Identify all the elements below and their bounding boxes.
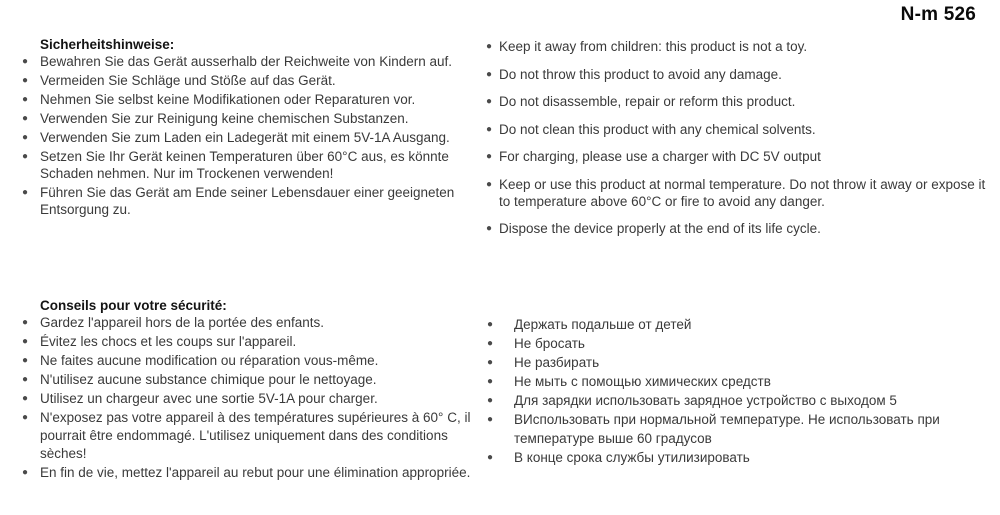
list-item-text: ВИспользовать при нормальной температуре. Не использовать при температуре выше 60 градусов	[514, 412, 940, 446]
list-item	[487, 372, 995, 391]
bullet-icon: ●	[22, 94, 29, 105]
list-item	[486, 38, 994, 55]
bullet-icon: ●	[22, 187, 29, 198]
list-item	[22, 148, 480, 182]
section-english-safety	[486, 38, 994, 248]
safety-list-russian	[487, 315, 995, 467]
section-heading-german: Sicherheitshinweise:	[40, 37, 175, 52]
list-item-text: Verwenden Sie zum Laden ein Ladegerät mit einem 5V-1A Ausgang.	[40, 130, 450, 145]
bullet-icon: ●	[487, 357, 494, 368]
list-item-text: Führen Sie das Gerät am Ende seiner Lebensdauer einer geeigneten Entsorgung zu.	[40, 185, 455, 217]
list-item-text: Ne faites aucune modification ou réparation vous-même.	[40, 353, 379, 368]
list-item	[486, 176, 994, 210]
list-item	[486, 121, 994, 138]
bullet-icon: ●	[487, 414, 494, 425]
list-item-text: Keep or use this product at normal temperature. Do not throw it away or expose it to temperature above 60°C or fire to avoid any danger.	[499, 176, 986, 209]
list-item	[487, 353, 995, 372]
bullet-icon: ●	[22, 412, 29, 423]
bullet-icon: ●	[22, 393, 29, 404]
list-item	[22, 110, 480, 127]
bullet-icon: ●	[486, 123, 493, 135]
bullet-icon: ●	[487, 395, 494, 406]
list-item-text: Bewahren Sie das Gerät ausserhalb der Reichweite von Kindern auf.	[40, 54, 452, 69]
list-item	[22, 390, 488, 408]
list-item-text: Évitez les chocs et les coups sur l'appareil.	[40, 334, 297, 349]
list-item	[22, 72, 480, 89]
bullet-icon: ●	[487, 338, 494, 349]
bullet-icon: ●	[486, 96, 493, 107]
list-item-text: Do not disassemble, repair or reform this product.	[499, 94, 796, 109]
list-item	[486, 66, 994, 83]
list-item-text: For charging, please use a charger with DC 5V output	[499, 149, 821, 164]
list-item	[22, 53, 480, 70]
list-item	[22, 333, 488, 351]
list-item	[22, 129, 480, 146]
section-german-safety	[22, 36, 480, 220]
list-item	[22, 371, 488, 389]
list-item	[487, 410, 995, 448]
safety-list-english	[486, 38, 994, 237]
bullet-icon: ●	[22, 336, 29, 347]
bullet-icon: ●	[486, 178, 493, 190]
bullet-icon: ●	[487, 319, 494, 330]
list-item-text: Gardez l'appareil hors de la portée des enfants.	[40, 315, 325, 330]
list-item	[22, 184, 480, 218]
bullet-icon: ●	[22, 317, 29, 328]
bullet-icon: ●	[22, 374, 29, 385]
list-item-text: В конце срока службы утилизировать	[514, 450, 750, 465]
list-item	[22, 314, 488, 332]
list-item-text: Не разбирать	[514, 355, 600, 370]
list-item-text: Для зарядки использовать зарядное устройство с выходом 5	[514, 393, 897, 408]
list-item-text: Utilisez un chargeur avec une sortie 5V-1A pour charger.	[40, 391, 378, 406]
list-item-text: Do not throw this product to avoid any damage.	[499, 66, 782, 82]
list-item-text: N'exposez pas votre appareil à des températures supérieures à 60° C, il pourrait être endommagé. L'utilisez uniquement dans des conditions sèches!	[40, 410, 471, 461]
list-item-text: Nehmen Sie selbst keine Modifikationen oder Reparaturen vor.	[40, 92, 416, 107]
list-item	[487, 334, 995, 353]
section-heading-french: Conseils pour votre sécurité:	[40, 298, 227, 313]
bullet-icon: ●	[22, 467, 29, 478]
bullet-icon: ●	[486, 223, 493, 234]
list-item-text: Do not clean this product with any chemical solvents.	[499, 121, 816, 137]
bullet-icon: ●	[22, 56, 29, 67]
list-item-text: Vermeiden Sie Schläge und Stöße auf das Gerät.	[40, 73, 336, 88]
list-item-text: Держать подальше от детей	[514, 317, 692, 332]
bullet-icon: ●	[22, 355, 29, 366]
safety-list-french	[22, 314, 488, 482]
list-item	[487, 315, 995, 334]
list-item	[487, 448, 995, 467]
bullet-icon: ●	[22, 113, 29, 124]
bullet-icon: ●	[22, 151, 29, 162]
list-item-text: Verwenden Sie zur Reinigung keine chemischen Substanzen.	[40, 111, 409, 126]
safety-list-german	[22, 53, 480, 218]
section-russian-safety	[487, 315, 995, 467]
list-item-text: Не бросать	[514, 336, 585, 351]
list-item-text: Setzen Sie Ihr Gerät keinen Temperaturen über 60°C aus, es könnte Schaden nehmen. Nur im Trockenen verwenden!	[40, 149, 449, 181]
bullet-icon: ●	[486, 41, 493, 52]
list-item-text: Keep it away from children: this product is not a toy.	[499, 39, 808, 54]
bullet-icon: ●	[486, 68, 493, 80]
list-item	[22, 409, 488, 463]
bullet-icon: ●	[487, 452, 494, 463]
list-item	[487, 391, 995, 410]
list-item	[486, 93, 994, 110]
list-item	[486, 148, 994, 165]
list-item-text: Dispose the device properly at the end of its life cycle.	[499, 221, 821, 236]
bullet-icon: ●	[22, 132, 29, 143]
list-item-text: Не мыть с помощью химических средств	[514, 374, 771, 389]
bullet-icon: ●	[22, 75, 29, 86]
bullet-icon: ●	[487, 376, 494, 387]
list-item	[22, 91, 480, 108]
section-french-safety	[22, 297, 488, 483]
list-item-text: En fin de vie, mettez l'appareil au rebut pour une élimination appropriée.	[40, 465, 471, 480]
list-item	[22, 352, 488, 370]
bullet-icon: ●	[486, 151, 493, 162]
list-item	[22, 464, 488, 482]
list-item-text: N'utilisez aucune substance chimique pour le nettoyage.	[40, 372, 377, 387]
list-item	[486, 220, 994, 237]
document-code: N-m 526	[900, 4, 976, 25]
